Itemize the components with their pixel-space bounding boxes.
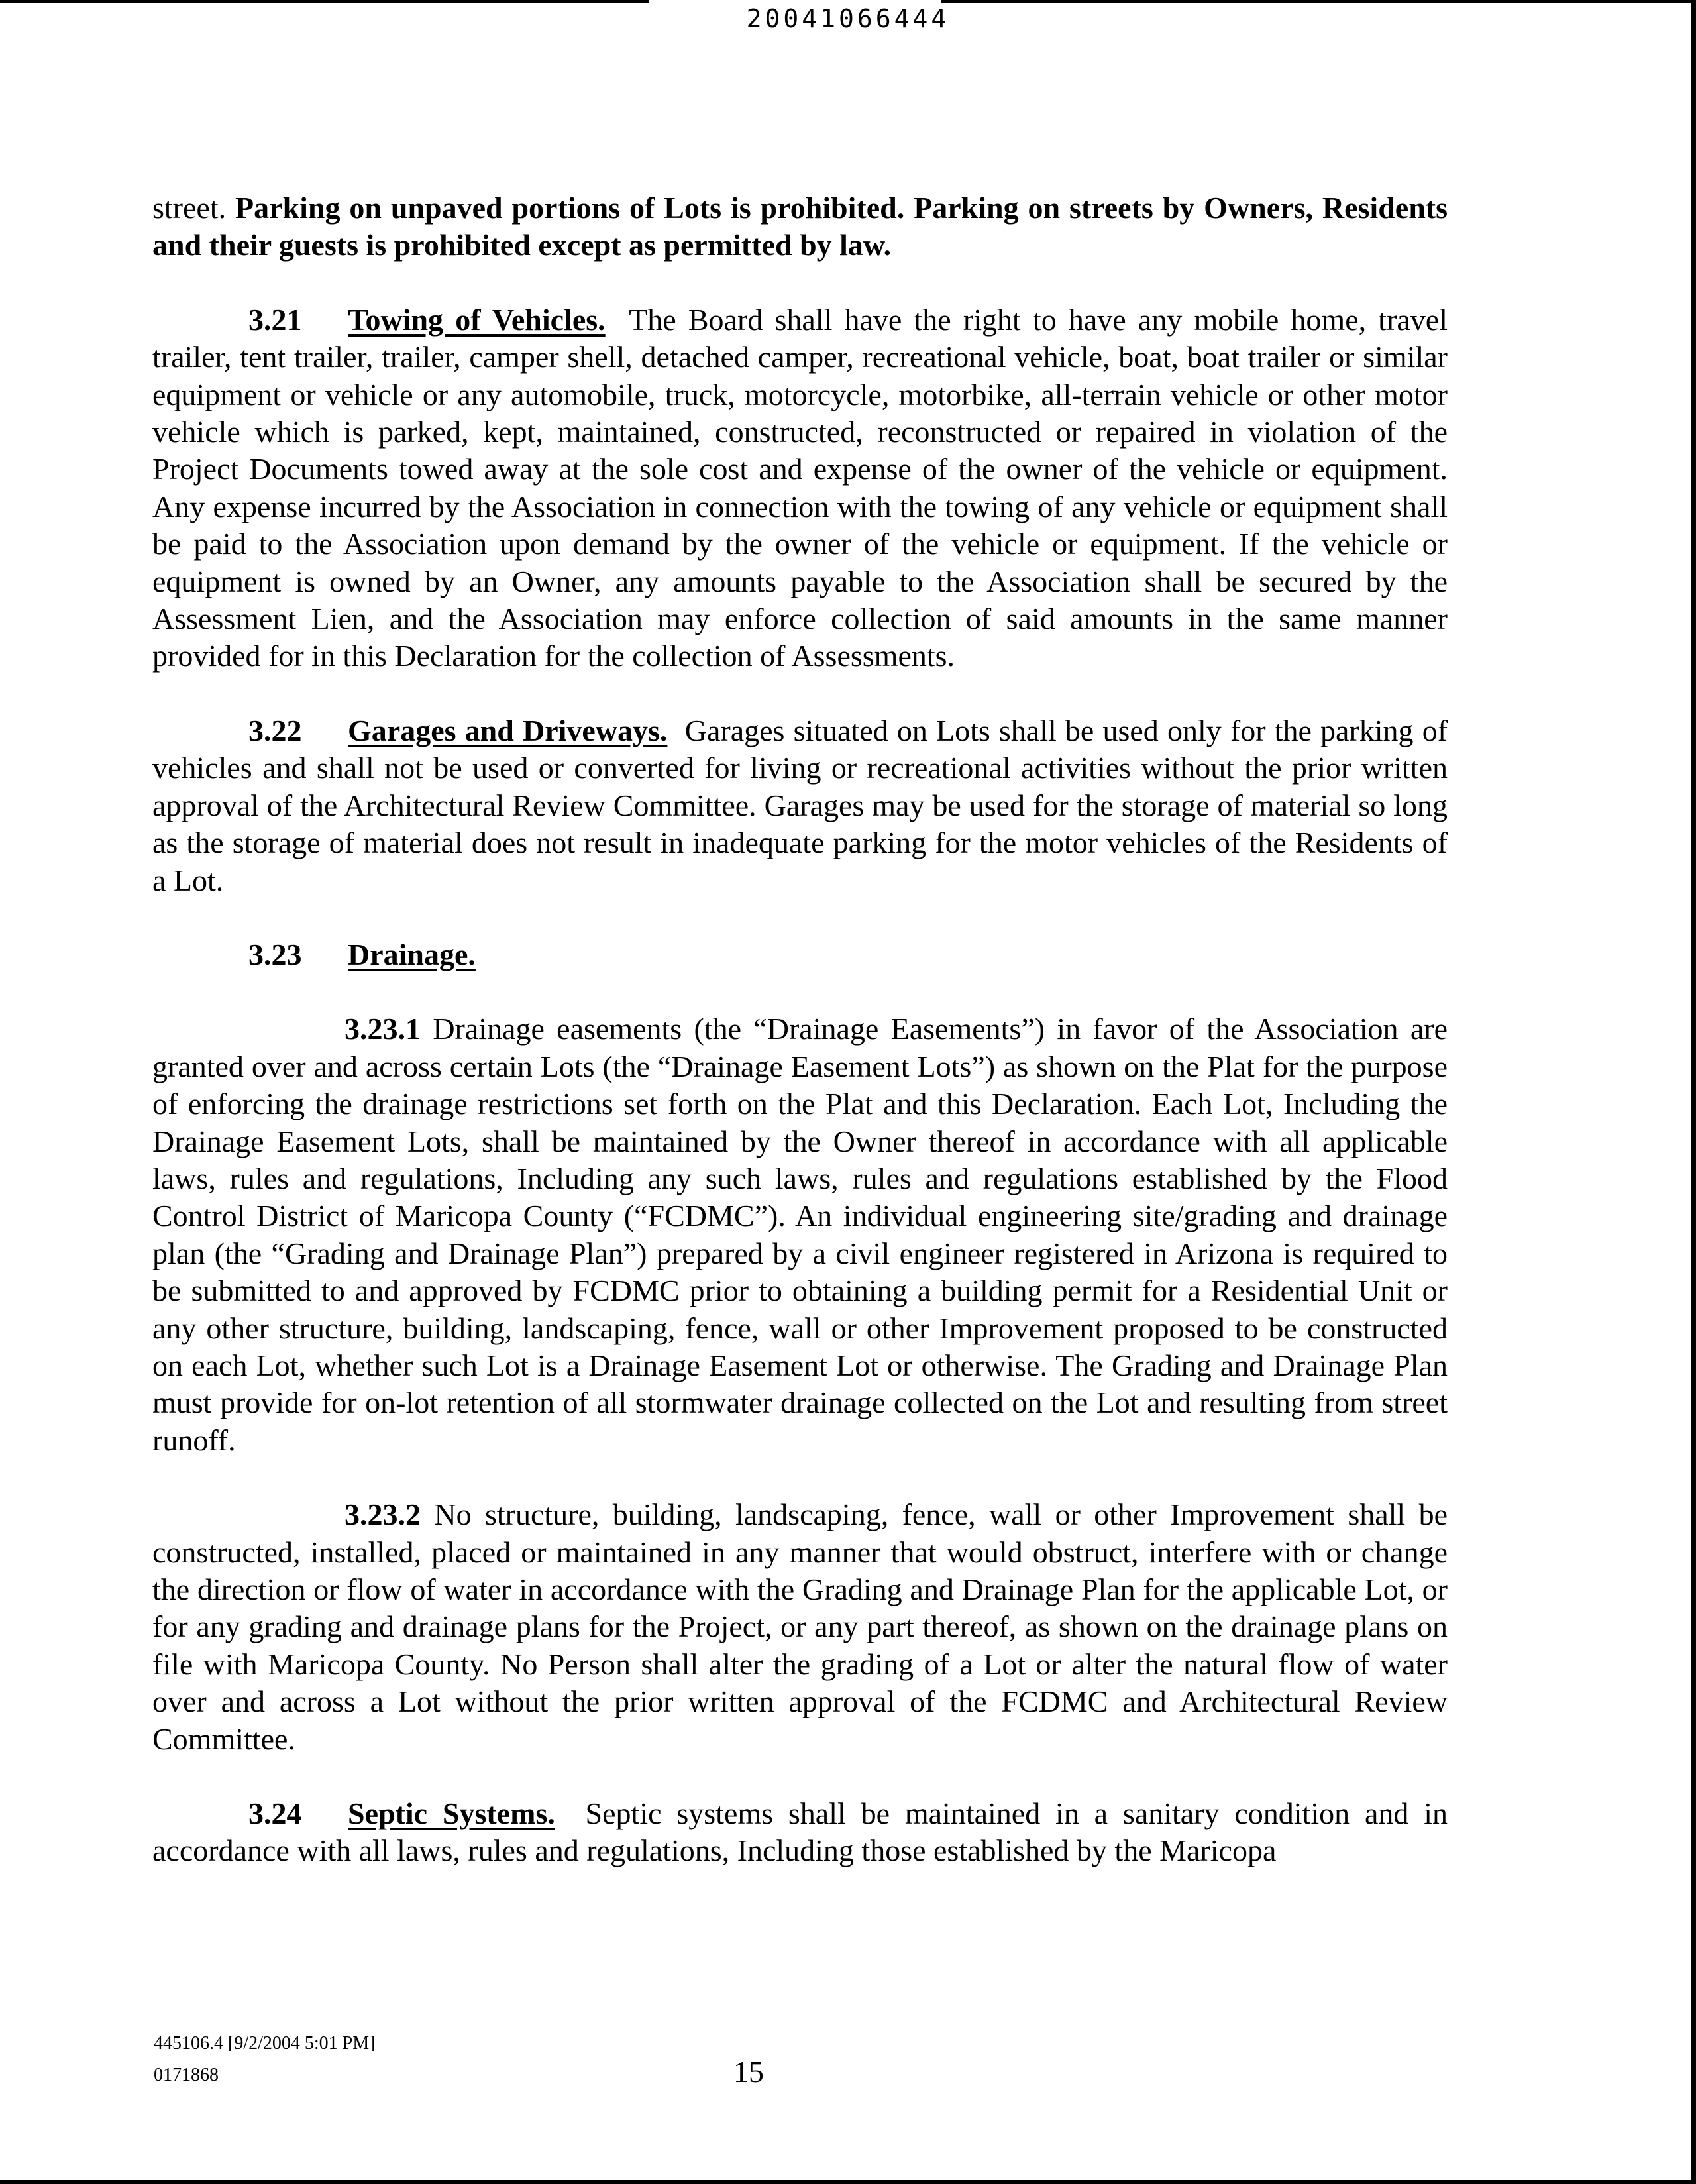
section-3-21 [152, 301, 1448, 675]
subsection-text: Drainage easements (the “Drainage Easements”) in favor of the Association are granted over and across certain Lots (the “Drainage Easement Lots”) as shown on the Plat for the purpose of enforcing the drainage restrictions set forth on the Plat and this Declaration. Each Lot, Including the Drainage Easement Lots, shall be maintained by the Owner thereof in accordance with all applicable laws, rules and regulations, Including any such laws, rules and regulations established by the Flood Control District of Maricopa County (“FCDMC”). An individual engineering site/grading and drainage plan (the “Grading and Drainage Plan”) prepared by a civil engineer registered in Arizona is required to be submitted to and approved by FCDMC prior to obtaining a building permit for a Residential Unit or any other structure, building, landscaping, fence, wall or other Improvement proposed to be constructed on each Lot, whether such Lot is a Drainage Easement Lot or otherwise. The Grading and Drainage Plan must provide for on-lot retention of all stormwater drainage collected on the Lot and resulting from street runoff. [152, 1012, 1448, 1457]
top-border-rule [941, 0, 1696, 3]
parking-paragraph [152, 190, 1448, 264]
document-reference: 445106.4 [9/2/2004 5:01 PM] [154, 2033, 376, 2053]
section-number: 3.22 [248, 713, 302, 747]
section-heading: Towing of Vehicles. [348, 302, 606, 337]
section-number: 3.21 [248, 302, 302, 337]
bottom-border-rule [0, 2180, 1696, 2184]
section-heading: Septic Systems. [348, 1796, 555, 1831]
section-text: Garages situated on Lots shall be used only for the parking of vehicles and shall not be used or converted for living or recreational activities without the prior written approval of the Architectural Review Committee. Garages may be used for the storage of material so long as the storage of material does not result in inadequate parking for the motor vehicles of the Residents of a Lot. [152, 713, 1448, 897]
section-3-24 [152, 1795, 1448, 1870]
section-heading: Garages and Driveways. [348, 713, 668, 747]
subsection-number: 3.23.1 [344, 1012, 421, 1046]
page-number: 15 [733, 2055, 764, 2089]
section-3-23-1 [152, 1010, 1448, 1459]
top-border-rule [0, 0, 649, 3]
section-text: Septic systems shall be maintained in a sanitary condition and in accordance with all laws, rules and regulations, Including those established by the Maricopa [152, 1796, 1448, 1868]
section-heading: Drainage. [348, 937, 476, 971]
paragraph-text: street. [152, 191, 236, 225]
section-3-22 [152, 712, 1448, 899]
recording-number: 20041066444 [746, 4, 950, 33]
section-text: The Board shall have the right to have any mobile home, travel trailer, tent trailer, trailer, camper shell, detached camper, recreational vehicle, boat, boat trailer or similar equipment or vehicle or any automobile, truck, motorcycle, motorbike, all-terrain vehicle or other motor vehicle which is parked, kept, maintained, constructed, reconstructed or repaired in violation of the Project Documents towed away at the sole cost and expense of the owner of the vehicle or equipment. Any expense incurred by the Association in connection with the towing of any vehicle or equipment shall be paid to the Association upon demand by the owner of the vehicle or equipment. If the vehicle or equipment is owned by an Owner, any amounts payable to the Association shall be secured by the Assessment Lien, and the Association may enforce collection of said amounts in the same manner provided for in this Declaration for the collection of Assessments. [152, 302, 1448, 673]
client-number: 0171868 [154, 2065, 219, 2085]
section-number: 3.24 [248, 1796, 302, 1831]
section-number: 3.23 [248, 937, 302, 971]
section-3-23-2 [152, 1496, 1448, 1758]
parking-prohibition-text: Parking on unpaved portions of Lots is prohibited. Parking on streets by Owners, Residents and their guests is prohibited except as permitted by law. [152, 191, 1448, 262]
section-3-23 [152, 936, 1448, 973]
right-border-rule [1691, 0, 1696, 2184]
document-body [152, 190, 1448, 1907]
subsection-text: No structure, building, landscaping, fence, wall or other Improvement shall be constructed, installed, placed or maintained in any manner that would obstruct, interfere with or change the direction or flow of water in accordance with the Grading and Drainage Plan for the applicable Lot, or for any grading and drainage plans for the Project, or any part thereof, as shown on the drainage plans on file with Maricopa County. No Person shall alter the grading of a Lot or alter the natural flow of water over and across a Lot without the prior written approval of the FCDMC and Architectural Review Committee. [152, 1498, 1448, 1756]
subsection-number: 3.23.2 [344, 1498, 421, 1532]
